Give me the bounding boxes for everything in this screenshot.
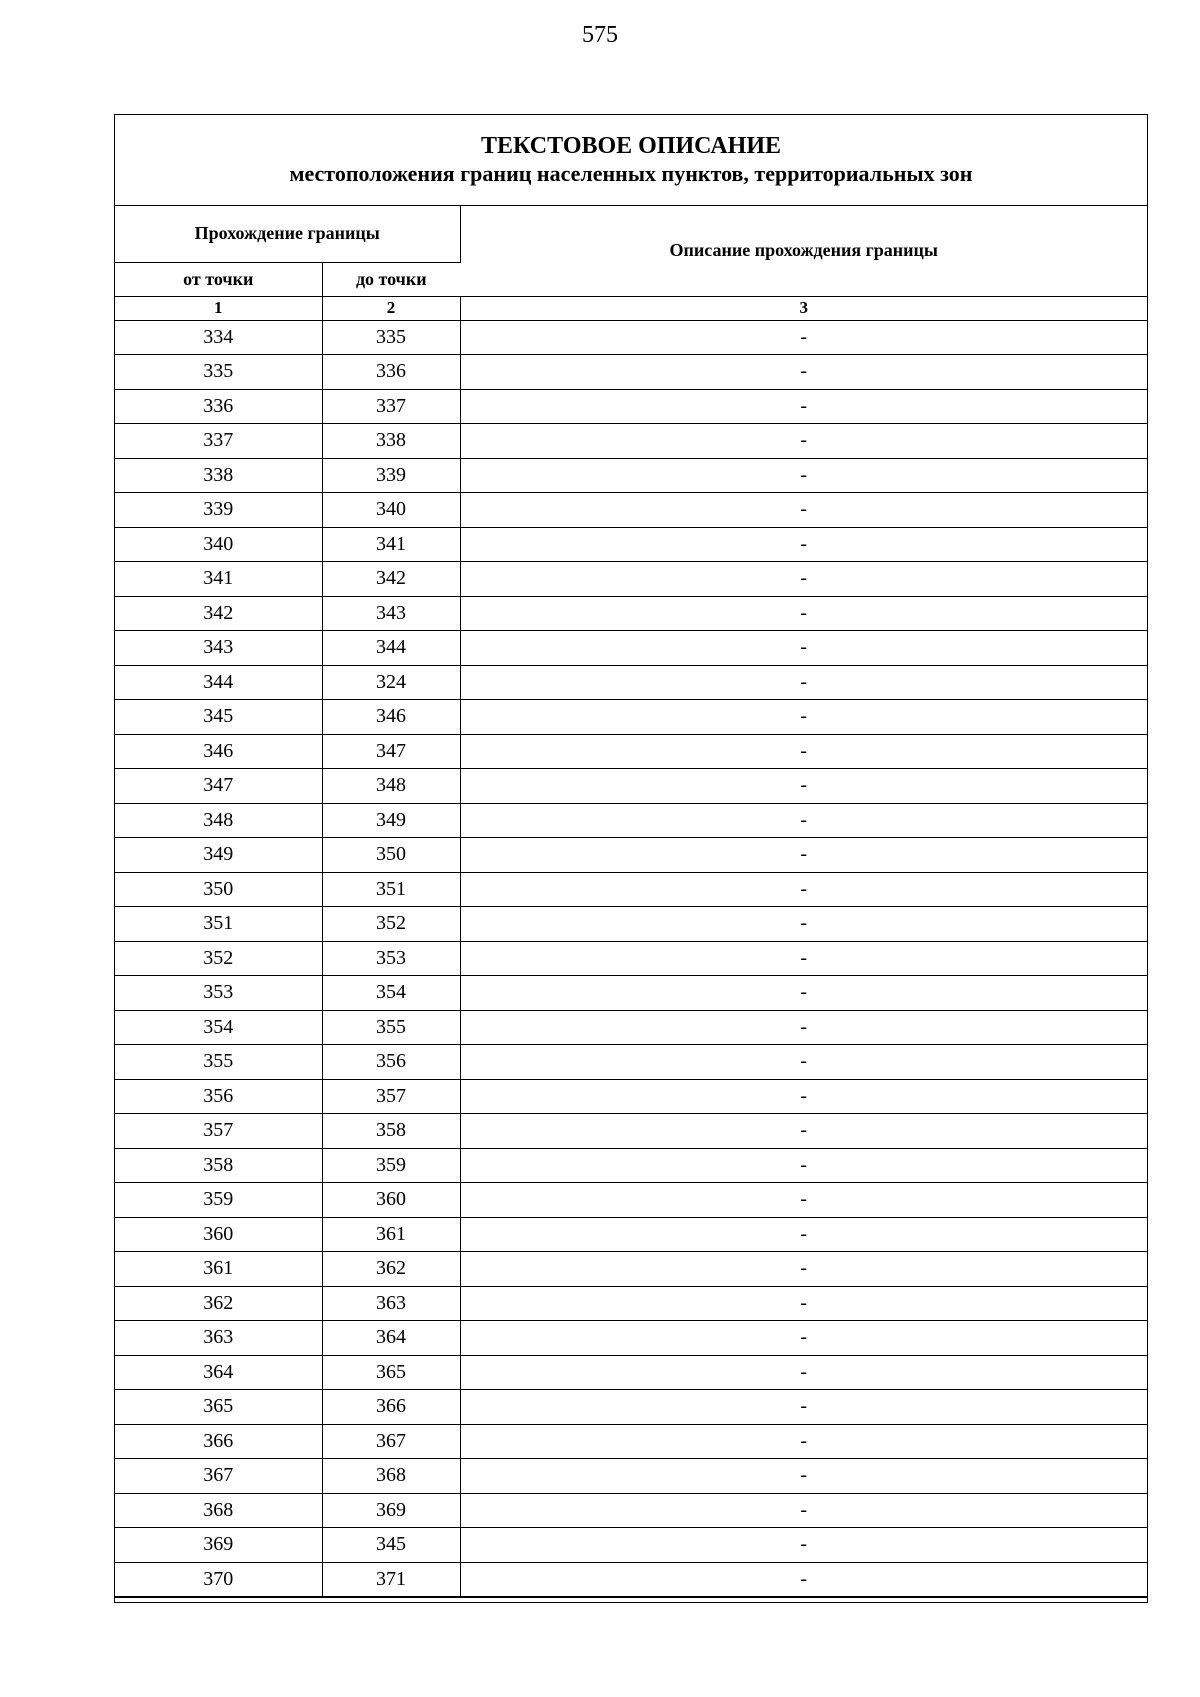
to-point-cell: 346 [322, 700, 460, 735]
from-point-cell: 340 [115, 527, 322, 562]
to-point-cell: 350 [322, 838, 460, 873]
to-point-cell: 363 [322, 1286, 460, 1321]
table-row [115, 1493, 1147, 1528]
table-row [115, 665, 1147, 700]
to-point-cell: 366 [322, 1390, 460, 1425]
to-point-cell: 358 [322, 1114, 460, 1149]
description-cell: - [460, 1355, 1147, 1390]
table-row [115, 941, 1147, 976]
table-row [115, 700, 1147, 735]
description-cell: - [460, 424, 1147, 459]
from-point-cell: 347 [115, 769, 322, 804]
table-row [115, 1148, 1147, 1183]
description-cell: - [460, 734, 1147, 769]
to-point-cell: 345 [322, 1528, 460, 1563]
from-point-cell: 345 [115, 700, 322, 735]
to-point-cell: 359 [322, 1148, 460, 1183]
description-cell: - [460, 1321, 1147, 1356]
from-point-cell: 344 [115, 665, 322, 700]
from-point-cell: 335 [115, 355, 322, 390]
to-point-cell: 353 [322, 941, 460, 976]
description-cell: - [460, 1010, 1147, 1045]
from-point-cell: 353 [115, 976, 322, 1011]
description-cell: - [460, 389, 1147, 424]
table-bottom-rule [115, 1597, 1147, 1603]
table-row [115, 1528, 1147, 1563]
description-cell: - [460, 838, 1147, 873]
table-row [115, 1459, 1147, 1494]
description-cell: - [460, 700, 1147, 735]
table-row [115, 734, 1147, 769]
from-point-cell: 338 [115, 458, 322, 493]
table-row [115, 872, 1147, 907]
to-point-cell: 368 [322, 1459, 460, 1494]
table-row [115, 320, 1147, 355]
table-row [115, 562, 1147, 597]
from-point-cell: 357 [115, 1114, 322, 1149]
from-point-cell: 352 [115, 941, 322, 976]
description-cell: - [460, 527, 1147, 562]
table-row [115, 1424, 1147, 1459]
to-point-cell: 343 [322, 596, 460, 631]
description-cell: - [460, 1424, 1147, 1459]
from-point-cell: 358 [115, 1148, 322, 1183]
to-point-cell: 365 [322, 1355, 460, 1390]
from-point-cell: 366 [115, 1424, 322, 1459]
to-point-cell: 360 [322, 1183, 460, 1218]
from-point-cell: 363 [115, 1321, 322, 1356]
to-point-cell: 344 [322, 631, 460, 666]
description-cell: - [460, 1183, 1147, 1218]
description-cell: - [460, 803, 1147, 838]
to-point-cell: 369 [322, 1493, 460, 1528]
from-point-cell: 348 [115, 803, 322, 838]
table-row [115, 389, 1147, 424]
to-point-cell: 336 [322, 355, 460, 390]
description-cell: - [460, 1528, 1147, 1563]
table-row [115, 1390, 1147, 1425]
to-point-cell: 349 [322, 803, 460, 838]
description-cell: - [460, 1286, 1147, 1321]
description-cell: - [460, 1148, 1147, 1183]
table-row [115, 1010, 1147, 1045]
header-col-number-2: 2 [322, 296, 460, 320]
table-row [115, 424, 1147, 459]
description-cell: - [460, 458, 1147, 493]
description-cell: - [460, 1459, 1147, 1494]
from-point-cell: 341 [115, 562, 322, 597]
to-point-cell: 348 [322, 769, 460, 804]
from-point-cell: 349 [115, 838, 322, 873]
table-row [115, 355, 1147, 390]
to-point-cell: 371 [322, 1562, 460, 1597]
description-cell: - [460, 320, 1147, 355]
table-row [115, 803, 1147, 838]
to-point-cell: 347 [322, 734, 460, 769]
to-point-cell: 340 [322, 493, 460, 528]
page-number: 575 [582, 22, 618, 48]
table-row [115, 458, 1147, 493]
table-title: ТЕКСТОВОЕ ОПИСАНИЕ [480, 133, 781, 159]
table-row [115, 493, 1147, 528]
header-col-number-3: 3 [460, 296, 1147, 320]
header-from-point: от точки [115, 262, 322, 296]
from-point-cell: 334 [115, 320, 322, 355]
description-cell: - [460, 355, 1147, 390]
table-header [115, 206, 1147, 320]
description-cell: - [460, 562, 1147, 597]
description-cell: - [460, 1562, 1147, 1597]
table-row [115, 1355, 1147, 1390]
from-point-cell: 346 [115, 734, 322, 769]
table-subtitle: местоположения границ населенных пунктов, территориальных зон [289, 161, 973, 186]
description-cell: - [460, 1114, 1147, 1149]
to-point-cell: 339 [322, 458, 460, 493]
to-point-cell: 355 [322, 1010, 460, 1045]
description-cell: - [460, 665, 1147, 700]
header-col-number-1: 1 [115, 296, 322, 320]
description-cell: - [460, 872, 1147, 907]
to-point-cell: 352 [322, 907, 460, 942]
table-row [115, 1217, 1147, 1252]
description-cell: - [460, 493, 1147, 528]
from-point-cell: 351 [115, 907, 322, 942]
header-description: Описание прохождения границы [460, 206, 1147, 296]
description-cell: - [460, 976, 1147, 1011]
to-point-cell: 356 [322, 1045, 460, 1080]
table-row [115, 1252, 1147, 1287]
table-row [115, 1114, 1147, 1149]
from-point-cell: 362 [115, 1286, 322, 1321]
header-to-point: до точки [322, 262, 460, 296]
table-row [115, 596, 1147, 631]
from-point-cell: 361 [115, 1252, 322, 1287]
table-row [115, 1286, 1147, 1321]
from-point-cell: 369 [115, 1528, 322, 1563]
to-point-cell: 354 [322, 976, 460, 1011]
from-point-cell: 342 [115, 596, 322, 631]
from-point-cell: 365 [115, 1390, 322, 1425]
from-point-cell: 355 [115, 1045, 322, 1080]
from-point-cell: 350 [115, 872, 322, 907]
description-cell: - [460, 631, 1147, 666]
to-point-cell: 338 [322, 424, 460, 459]
description-cell: - [460, 1217, 1147, 1252]
description-cell: - [460, 1390, 1147, 1425]
table-title-block [115, 115, 1147, 206]
description-cell: - [460, 1252, 1147, 1287]
description-cell: - [460, 941, 1147, 976]
table-row [115, 769, 1147, 804]
to-point-cell: 324 [322, 665, 460, 700]
from-point-cell: 339 [115, 493, 322, 528]
to-point-cell: 364 [322, 1321, 460, 1356]
description-cell: - [460, 1493, 1147, 1528]
to-point-cell: 335 [322, 320, 460, 355]
from-point-cell: 354 [115, 1010, 322, 1045]
table-row [115, 1045, 1147, 1080]
to-point-cell: 351 [322, 872, 460, 907]
description-cell: - [460, 769, 1147, 804]
table-row [115, 527, 1147, 562]
table-row [115, 1183, 1147, 1218]
boundary-description-table [114, 114, 1148, 1603]
table-row [115, 838, 1147, 873]
description-cell: - [460, 596, 1147, 631]
from-point-cell: 360 [115, 1217, 322, 1252]
table-row [115, 1321, 1147, 1356]
from-point-cell: 364 [115, 1355, 322, 1390]
to-point-cell: 357 [322, 1079, 460, 1114]
from-point-cell: 370 [115, 1562, 322, 1597]
to-point-cell: 342 [322, 562, 460, 597]
from-point-cell: 336 [115, 389, 322, 424]
from-point-cell: 367 [115, 1459, 322, 1494]
from-point-cell: 343 [115, 631, 322, 666]
table-row [115, 631, 1147, 666]
from-point-cell: 368 [115, 1493, 322, 1528]
table-row [115, 1562, 1147, 1597]
boundary-grid [115, 206, 1147, 1597]
table-row [115, 907, 1147, 942]
to-point-cell: 361 [322, 1217, 460, 1252]
from-point-cell: 356 [115, 1079, 322, 1114]
description-cell: - [460, 1045, 1147, 1080]
to-point-cell: 362 [322, 1252, 460, 1287]
description-cell: - [460, 1079, 1147, 1114]
description-cell: - [460, 907, 1147, 942]
header-boundary-passage: Прохождение границы [115, 206, 460, 262]
to-point-cell: 337 [322, 389, 460, 424]
table-row [115, 1079, 1147, 1114]
from-point-cell: 337 [115, 424, 322, 459]
to-point-cell: 367 [322, 1424, 460, 1459]
table-row [115, 976, 1147, 1011]
to-point-cell: 341 [322, 527, 460, 562]
table-body [115, 320, 1147, 1597]
from-point-cell: 359 [115, 1183, 322, 1218]
